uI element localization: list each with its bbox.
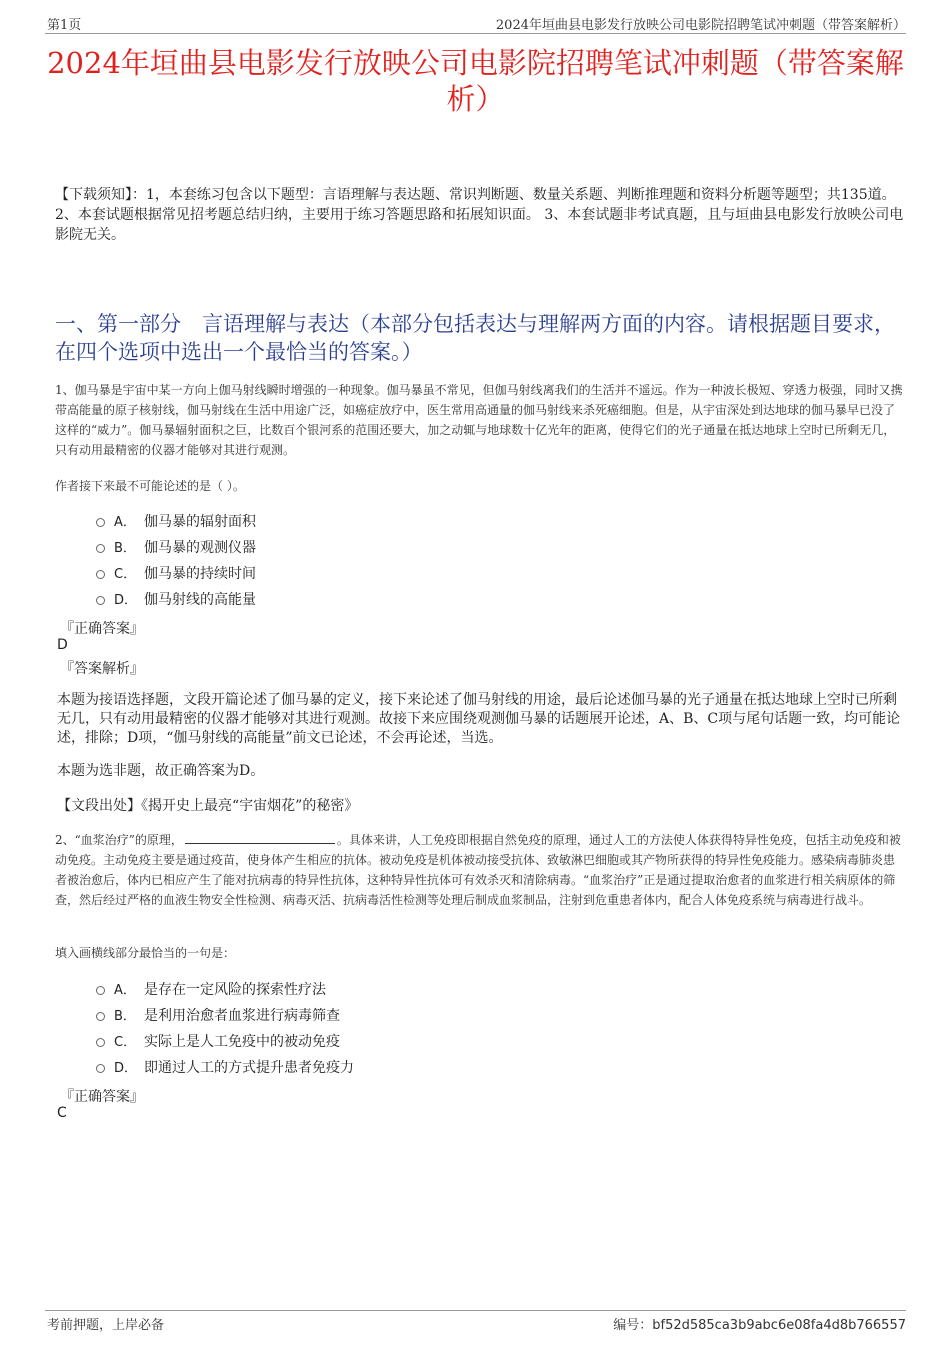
download-notice: 【下载须知】：1，本套练习包含以下题型：言语理解与表达题、常识判断题、数量关系题、判断推理题和资料分析题等题型；共135道。 2、本套试题根据常见招考题总结归纳，主要用于练习答题思路和拓展知识面。 3、本套试题非考试真题，且与垣曲县电影发行放映公司电影院无关。 bbox=[55, 187, 904, 243]
header-divider bbox=[45, 33, 906, 34]
option-text: 是存在一定风险的探索性疗法 bbox=[144, 982, 326, 998]
question-1-prompt: 作者接下来最不可能论述的是（ ）。 bbox=[55, 479, 245, 493]
explanation-text: 本题为接语选择题，文段开篇论述了伽马暴的定义，接下来论述了伽马射线的用途，最后论述伽马暴的光子通量在抵达地球上空时已所剩无几，只有动用最精密的仪器才能够对其进行观测。故接下来应围绕观测伽马暴的话题展开论述，A、B、C项与尾句话题一致，均可能论述，排除；D项，“伽马射线的高能量”前文已论述，不会再论述，当选。 bbox=[57, 692, 901, 746]
correct-answer-value: C bbox=[57, 1105, 67, 1121]
correct-answer-label: 『正确答案』 bbox=[60, 1089, 144, 1105]
page-number: 第1页 bbox=[47, 18, 82, 33]
footer-divider bbox=[45, 1310, 906, 1311]
option-text: 实际上是人工免疫中的被动免疫 bbox=[144, 1034, 340, 1050]
passage-source: 【文段出处】《揭开史上最亮“宇宙烟花”的秘密》 bbox=[57, 798, 359, 814]
option-text: 即通过人工的方式提升患者免疫力 bbox=[144, 1060, 354, 1076]
radio-icon[interactable] bbox=[96, 544, 105, 553]
radio-icon[interactable] bbox=[96, 1064, 105, 1073]
option-text: 伽马暴的辐射面积 bbox=[144, 514, 256, 530]
option-text: 伽马暴的观测仪器 bbox=[144, 540, 256, 556]
fill-in-blank bbox=[185, 831, 335, 844]
radio-icon[interactable] bbox=[96, 986, 105, 995]
question-2-prompt: 填入画横线部分最恰当的一句是： bbox=[55, 946, 236, 960]
radio-icon[interactable] bbox=[96, 570, 105, 579]
page-title: 2024年垣曲县电影发行放映公司电影院招聘笔试冲刺题（带答案解析） bbox=[47, 46, 904, 116]
explanation-label: 『答案解析』 bbox=[60, 661, 144, 677]
document-code: 编号：bf52d585ca3b9abc6e08fa4d8b766557 bbox=[613, 1318, 906, 1333]
option-text: 伽马射线的高能量 bbox=[144, 592, 256, 608]
radio-icon[interactable] bbox=[96, 1012, 105, 1021]
radio-icon[interactable] bbox=[96, 596, 105, 605]
correct-answer-label: 『正确答案』 bbox=[60, 621, 144, 637]
radio-icon[interactable] bbox=[96, 518, 105, 527]
option-text: 伽马暴的持续时间 bbox=[144, 566, 256, 582]
option-text: 是利用治愈者血浆进行病毒筛查 bbox=[144, 1008, 340, 1024]
radio-icon[interactable] bbox=[96, 1038, 105, 1047]
explanation-conclusion: 本题为选非题，故正确答案为D。 bbox=[57, 763, 265, 779]
question-1-passage: 1、伽马暴是宇宙中某一方向上伽马射线瞬时增强的一种现象。伽马暴虽不常见，但伽马射线离我们的生活并不遥远。作为一种波长极短、穿透力极强，同时又携带高能量的原子核射线，伽马射线在生活中用途广泛，如癌症放疗中，医生常用高通量的伽马射线来杀死癌细胞。但是，从宇宙深处到达地球的伽马暴早已没了这样的“威力”。伽马暴辐射面积之巨，比数百个银河系的范围还要大，加之动辄与地球数十亿光年的距离，使得它们的光子通量在抵达地球上空时已所剩无几，只有动用最精密的仪器才能够对其进行观测。 bbox=[55, 383, 903, 457]
question-2-passage: 2、“血浆治疗”的原理， 。具体来讲，人工免疫即根据自然免疫的原理，通过人工的方法使人体获得特异性免疫，包括主动免疫和被动免疫。主动免疫主要是通过疫苗，使身体产生相应的抗体。被动免疫是机体被动接受抗体、致敏淋巴细胞或其产物所获得的特异性免疫能力。感染病毒肺炎患者被治愈后，体内已相应产生了能对抗病毒的特异性抗体，这种特异性抗体可有效杀灭和清除病毒。“血浆治疗”正是通过提取治愈者的血浆进行相关病原体的筛查，然后经过严格的血液生物安全性检测、病毒灭活、抗病毒活性检测等处理后制成血浆制品，注射到危重患者体内，配合人体免疫系统与病毒进行战斗。 bbox=[55, 833, 901, 907]
footer-slogan: 考前押题，上岸必备 bbox=[47, 1318, 165, 1333]
header-doc-title: 2024年垣曲县电影发行放映公司电影院招聘笔试冲刺题（带答案解析） bbox=[495, 18, 906, 33]
section-heading: 一、第一部分 言语理解与表达（本部分包括表达与理解两方面的内容。请根据题目要求，在四个选项中选出一个最恰当的答案。） bbox=[55, 312, 895, 364]
correct-answer-value: D bbox=[57, 637, 68, 653]
